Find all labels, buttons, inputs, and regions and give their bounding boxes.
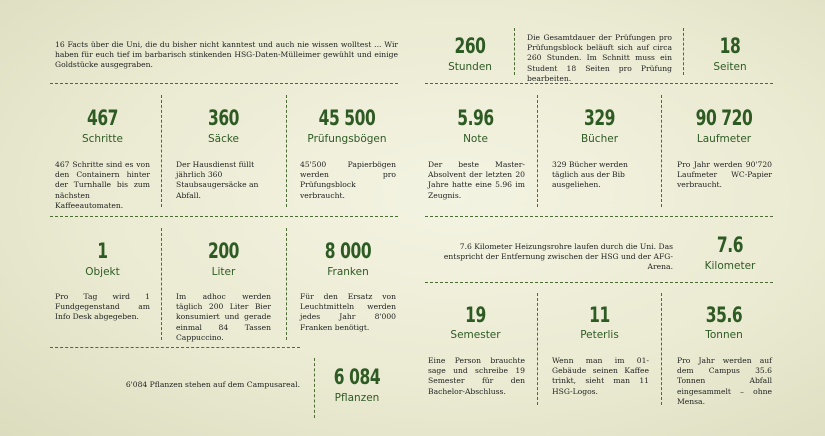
buecher-text: 329 Bücher werden täglich aus der Bib ausgeliehen. bbox=[552, 160, 628, 190]
separator bbox=[161, 95, 162, 207]
saecke-text: Der Hausdienst füllt jährlich 360 Staubsaugersäcke an Abfall. bbox=[176, 160, 259, 200]
separator bbox=[161, 228, 162, 340]
separator bbox=[50, 216, 398, 217]
seiten-label: Seiten bbox=[713, 61, 747, 73]
pflanzen-text: 6'084 Pflanzen stehen auf dem Campusareal. bbox=[125, 380, 300, 389]
schritte-text: 467 Schritte sind es von den Containern hinter der Turnhalle bis zum nächsten Kaffeeautomaten. bbox=[55, 160, 150, 210]
liter-label: Liter bbox=[211, 266, 236, 278]
peterlis-text: Wenn man im 01-Gebäude seinen Kaffee trinkt, sieht man 11 HSG-Logos. bbox=[552, 356, 649, 396]
liter-number: 200 bbox=[207, 239, 240, 263]
laufmeter-number: 90 720 bbox=[695, 106, 753, 130]
note-label: Note bbox=[463, 133, 488, 145]
kilometer-number: 7.6 bbox=[716, 233, 744, 257]
seiten-number: 18 bbox=[719, 34, 741, 58]
separator bbox=[537, 293, 538, 405]
buecher-number: 329 bbox=[583, 106, 616, 130]
dauer-text: Die Gesamtdauer der Prüfungen pro Prüfungsblock beläuft sich auf circa 260 Stunden. Im Schnitt muss ein Student 18 Seiten pro Prüfung bearbeiten. bbox=[527, 33, 672, 83]
separator bbox=[661, 95, 662, 207]
separator bbox=[683, 28, 684, 75]
liter-text: Im adhoc werden täglich 200 Liter Bier konsumiert und gerade einmal 84 Tassen Cappuccino. bbox=[176, 292, 271, 342]
pflanzen-label: Pflanzen bbox=[334, 392, 380, 404]
franken-number: 8 000 bbox=[324, 239, 372, 263]
separator bbox=[425, 282, 773, 283]
laufmeter-label: Laufmeter bbox=[696, 133, 752, 145]
note-number: 5.96 bbox=[457, 106, 494, 130]
separator bbox=[425, 216, 773, 217]
schritte-number: 467 bbox=[86, 106, 119, 130]
schritte-label: Schritte bbox=[81, 133, 124, 145]
objekt-label: Objekt bbox=[85, 266, 120, 278]
franken-label: Franken bbox=[327, 266, 369, 278]
semester-text: Eine Person brauchte sage und schreibe 19 Semester für den Bachelor-Abschluss. bbox=[428, 356, 525, 396]
pflanzen-number: 6 084 bbox=[333, 365, 381, 389]
objekt-number: 1 bbox=[97, 239, 108, 263]
tonnen-text: Pro Jahr werden auf dem Campus 35.6 Tonnen Abfall eingesammelt – ohne Mensa. bbox=[677, 356, 772, 406]
saecke-number: 360 bbox=[207, 106, 240, 130]
separator bbox=[50, 83, 398, 84]
semester-number: 19 bbox=[465, 303, 486, 327]
stunden-number: 260 bbox=[454, 34, 486, 58]
pruefungsboegen-label: Prüfungsbögen bbox=[307, 133, 387, 145]
objekt-text: Pro Tag wird 1 Fundgegenstand am Info Desk abgegeben. bbox=[55, 292, 150, 322]
peterlis-label: Peterlis bbox=[580, 329, 619, 341]
separator bbox=[286, 228, 287, 340]
note-text: Der beste Master-Absolvent der letzten 20 Jahre hatte eine 5.96 im Zeugnis. bbox=[428, 160, 525, 200]
separator bbox=[50, 347, 300, 348]
separator bbox=[514, 28, 515, 75]
separator bbox=[314, 358, 315, 418]
separator bbox=[537, 95, 538, 207]
pruefungsboegen-text: 45'500 Papierbögen werden pro Prüfungsblock verbraucht. bbox=[300, 160, 396, 200]
separator bbox=[286, 95, 287, 207]
franken-text: Für den Ersatz von Leuchtmitteln werden jedes Jahr 8'000 Franken benötigt. bbox=[300, 292, 396, 332]
peterlis-number: 11 bbox=[589, 303, 610, 327]
intro-text: 16 Facts über die Uni, die du bisher nicht kanntest und auch nie wissen wolltest ... Wir haben für euch tief im barbarisch stinkenden HSG-Daten-Mülleimer gewühlt und einige Goldstücke ausgegraben. bbox=[55, 40, 398, 70]
semester-label: Semester bbox=[450, 329, 501, 341]
separator bbox=[661, 293, 662, 405]
tonnen-label: Tonnen bbox=[705, 329, 743, 341]
laufmeter-text: Pro Jahr werden 90'720 Laufmeter WC-Papier verbraucht. bbox=[677, 160, 772, 190]
pruefungsboegen-number: 45 500 bbox=[318, 106, 376, 130]
kilometer-label: Kilometer bbox=[704, 260, 756, 272]
kilometer-text: 7.6 Kilometer Heizungsrohre laufen durch die Uni. Das entspricht der Entfernung zwischen der HSG und der AFG-Arena. bbox=[443, 242, 673, 272]
stunden-label: Stunden bbox=[448, 61, 492, 73]
buecher-label: Bücher bbox=[580, 133, 619, 145]
tonnen-number: 35.6 bbox=[705, 303, 743, 327]
saecke-label: Säcke bbox=[207, 133, 240, 145]
